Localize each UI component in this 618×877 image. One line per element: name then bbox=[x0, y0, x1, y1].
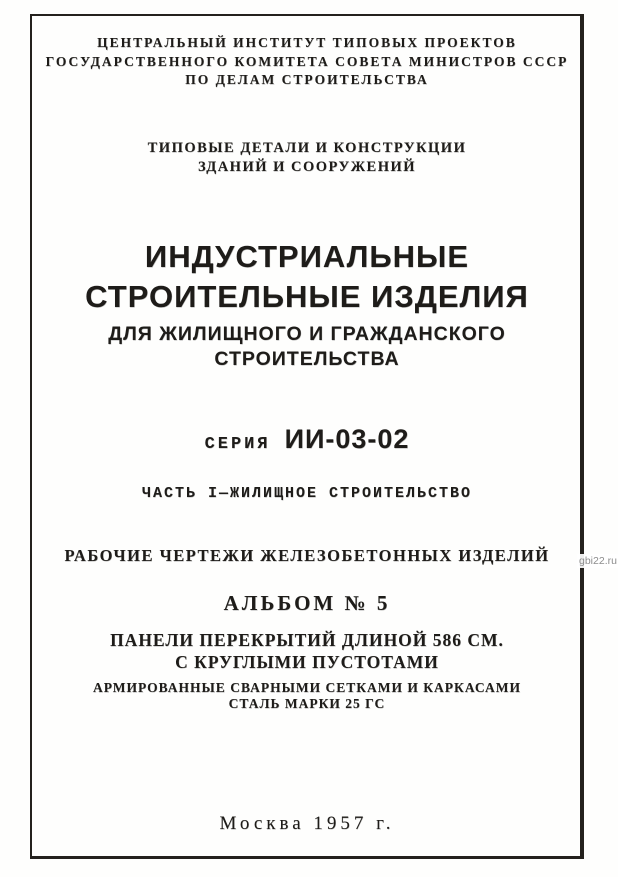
panels-block bbox=[30, 630, 584, 673]
reinforcement-line-2: СТАЛЬ МАРКИ 25 ГС bbox=[228, 695, 386, 711]
publisher-line-3: ПО ДЕЛАМ СТРОИТЕЛЬСТВА bbox=[185, 72, 429, 87]
publisher-line-1: ЦЕНТРАЛЬНЫЙ ИНСТИТУТ ТИПОВЫХ ПРОЕКТОВ bbox=[97, 35, 517, 50]
series-line bbox=[30, 424, 584, 455]
main-title bbox=[30, 237, 584, 317]
reinforcement-block bbox=[30, 680, 584, 711]
subtitle-line-1: ДЛЯ ЖИЛИЩНОГО И ГРАЖДАНСКОГО bbox=[108, 323, 506, 345]
subtitle-line-2: СТРОИТЕЛЬСТВА bbox=[214, 348, 400, 370]
series-header-block bbox=[30, 139, 584, 177]
panels-line-2: С КРУГЛЫМИ ПУСТОТАМИ bbox=[175, 651, 439, 672]
series-header-line-1: ТИПОВЫЕ ДЕТАЛИ И КОНСТРУКЦИИ bbox=[147, 140, 467, 156]
part-line: ЧАСТЬ I—ЖИЛИЩНОЕ СТРОИТЕЛЬСТВО bbox=[141, 485, 473, 502]
series-label: СЕРИЯ bbox=[204, 435, 271, 454]
main-title-line-1: ИНДУСТРИАЛЬНЫЕ bbox=[144, 239, 470, 274]
publisher-block bbox=[30, 34, 584, 90]
panels-line-1: ПАНЕЛИ ПЕРЕКРЫТИЙ ДЛИНОЙ 586 СМ. bbox=[110, 630, 504, 650]
series-code: ИИ-03-02 bbox=[284, 424, 410, 454]
series-header-line-2: ЗДАНИЙ И СООРУЖЕНИЙ bbox=[197, 159, 417, 175]
reinforcement-line-1: АРМИРОВАННЫЕ СВАРНЫМИ СЕТКАМИ И КАРКАСАМИ bbox=[93, 680, 521, 695]
subtitle bbox=[30, 322, 584, 372]
main-title-line-2: СТРОИТЕЛЬНЫЕ ИЗДЕЛИЯ bbox=[85, 279, 529, 314]
publisher-line-2: ГОСУДАРСТВЕННОГО КОМИТЕТА СОВЕТА МИНИСТРОВ СССР bbox=[45, 53, 569, 69]
imprint-line: Москва 1957 г. bbox=[219, 813, 395, 834]
watermark-text: gbi22.ru bbox=[577, 554, 618, 568]
album-number-line: АЛЬБОМ № 5 bbox=[223, 591, 391, 615]
drawings-line: РАБОЧИЕ ЧЕРТЕЖИ ЖЕЛЕЗОБЕТОННЫХ ИЗДЕЛИЙ bbox=[64, 546, 550, 565]
